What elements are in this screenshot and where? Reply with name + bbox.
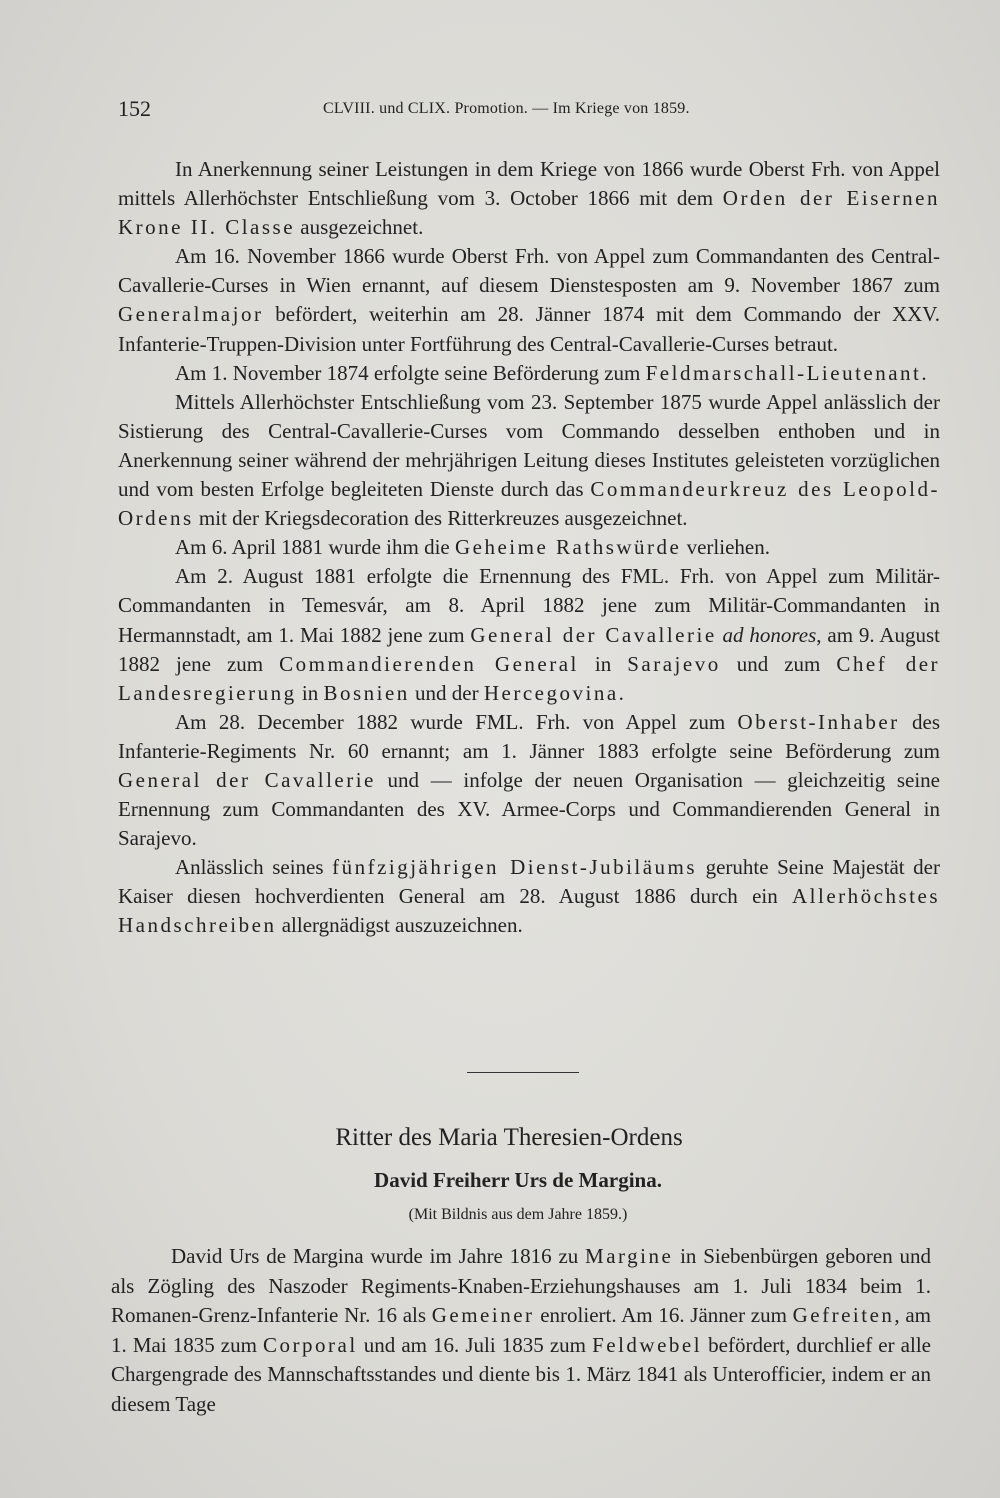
spaced-text: Gemeiner (431, 1303, 535, 1328)
article-continuation (118, 155, 940, 941)
spaced-text: Generalmajor (118, 302, 264, 327)
text-run: und am 16. Juli 1835 zum (357, 1332, 593, 1357)
spaced-text: Feldwebel (592, 1332, 703, 1357)
text-run: Anlässlich seines (175, 855, 333, 880)
spaced-text: Oberst-Inhaber (737, 709, 900, 734)
section-divider (467, 1072, 579, 1073)
paragraph (118, 562, 940, 707)
text-run: Am 1. November 1874 erfolgte seine Beförderung zum (175, 360, 646, 385)
spaced-text: Commandierenden General (279, 651, 579, 676)
portrait-note: (Mit Bildnis aus dem Jahre 1859.) (408, 1206, 628, 1223)
text-run: , am 1. Mai 1835 zum (111, 1303, 932, 1357)
spaced-text: General der Cavallerie (470, 622, 717, 647)
section-title: Ritter des Maria Theresien-Ordens (335, 1124, 683, 1151)
running-title: CLVIII. und CLIX. Promotion. — Im Kriege von 1859. (323, 100, 690, 117)
text-run: mit der Kriegsdecoration des Ritterkreuzes ausgezeichnet. (193, 506, 688, 531)
text-run: allergnädigst auszuzeichnen. (276, 913, 523, 938)
text-run: und der (409, 680, 484, 705)
spaced-text: Orden der Eisernen Krone II. Classe (118, 186, 940, 240)
paragraph (118, 853, 940, 940)
text-run: und — infolge der neuen Organisation — gleichzeitig seine Ernennung zum Commandanten des XV. Armee-Corps und Commandierenden General in Sarajevo. (118, 767, 940, 851)
text-run: Am 2. August 1881 erfolgte die Ernennung des FML. Frh. von Appel zum Militär-Commandanten in Temesvár, am 8. April 1882 jene zum Militär-Commandanten in Hermannstadt, am 1. Mai 1882 jene zum (118, 564, 940, 647)
text-run: Am 28. December 1882 wurde FML. Frh. von Appel zum (175, 709, 738, 734)
text-run: Am 16. November 1866 wurde Oberst Frh. von Appel zum Commandanten des Central-Cavallerie-Curses in Wien ernannt, auf diesem Dienstesposten am 9. November 1867 zum (118, 244, 940, 298)
text-run: des Infanterie-Regiments Nr. 60 ernannt; am 1. Jänner 1883 erfolgte seine Beförderung zum (118, 709, 940, 763)
article-start (111, 1242, 931, 1420)
spaced-text: fünfzigjährigen Dienst-Jubiläums (332, 855, 698, 880)
text-run: enroliert. Am 16. Jänner zum (534, 1303, 793, 1328)
page-number: 152 (118, 96, 151, 121)
text-run: in Siebenbürgen geboren und als Zögling des Naszoder Regiments-Knaben-Erziehungshauses am 1. Juli 1834 beim 1. Romanen-Grenz-Infanterie Nr. 16 als (111, 1244, 931, 1328)
paragraph (118, 155, 940, 242)
paragraph (118, 242, 940, 358)
spaced-text: Corporal (263, 1332, 358, 1357)
spaced-text: Commandeurkreuz des Leopold-Ordens (118, 477, 940, 531)
text-run: geruhte Seine Majestät der Kaiser diesen hochverdienten General am 28. August 1886 durch ein (118, 855, 940, 909)
text-run: Mittels Allerhöchster Entschließung vom 23. September 1875 wurde Appel anlässlich der Sistierung des Central-Cavallerie-Curses vom Commando desselben enthoben und in Anerkennung seiner während der mehrjährigen Leitung dieses Institutes geleisteten vorzüglichen und vom besten Erfolge begleiteten Dienste durch das (118, 389, 940, 502)
spaced-text: Gefreiten (792, 1303, 895, 1328)
spaced-text: Chef der Landesregierung (118, 651, 941, 705)
italic-text: ad honores (722, 622, 817, 647)
text-run: ausgezeichnet. (295, 215, 424, 240)
paragraph (118, 708, 940, 853)
text-run: David Urs de Margina wurde im Jahre 1816 zu (171, 1244, 586, 1268)
text-run: , am 9. August 1882 jene zum (118, 622, 940, 676)
text-run: in (296, 680, 324, 705)
spaced-text: Geheime Rathswürde (454, 535, 682, 560)
text-run: In Anerkennung seiner Leistungen in dem Kriege von 1866 wurde Oberst Frh. von Appel mittels Allerhöchster Entschließung vom 3. October 1866 mit dem (118, 157, 940, 211)
text-run: befördert, weiterhin am 28. Jänner 1874 mit dem Commando der XXV. Infanterie-Truppen-Division unter Fortführung des Central-Cavallerie-Curses betraut. (118, 302, 940, 356)
spaced-text: Margine (585, 1244, 674, 1268)
spaced-text: Hercegovina (483, 680, 619, 705)
text-run: und zum (720, 651, 837, 676)
text-run: . (618, 680, 624, 705)
text-run: befördert, durchlief er alle Chargengrade des Mannschaftsstandes und diente bis 1. März 1841 als Unterofficier, indem er an diesem Tage (111, 1332, 931, 1416)
text-run: Am 6. April 1881 wurde ihm die (175, 535, 455, 560)
paragraph (118, 388, 940, 533)
paragraph (111, 1242, 931, 1420)
spaced-text: General der Cavallerie (118, 767, 376, 792)
spaced-text: Bosnien (323, 680, 410, 705)
page-header (118, 96, 758, 126)
paragraph (118, 533, 940, 562)
spaced-text: Feldmarschall-Lieutenant (645, 360, 922, 385)
text-run: in (578, 651, 628, 676)
text-run: verliehen. (681, 535, 770, 560)
person-name: David Freiherr Urs de Margina. (374, 1168, 662, 1192)
text-run: . (921, 360, 927, 385)
spaced-text: Allerhöchstes Handschreiben (118, 884, 940, 938)
paragraph (118, 359, 940, 388)
spaced-text: Sarajevo (627, 651, 721, 676)
